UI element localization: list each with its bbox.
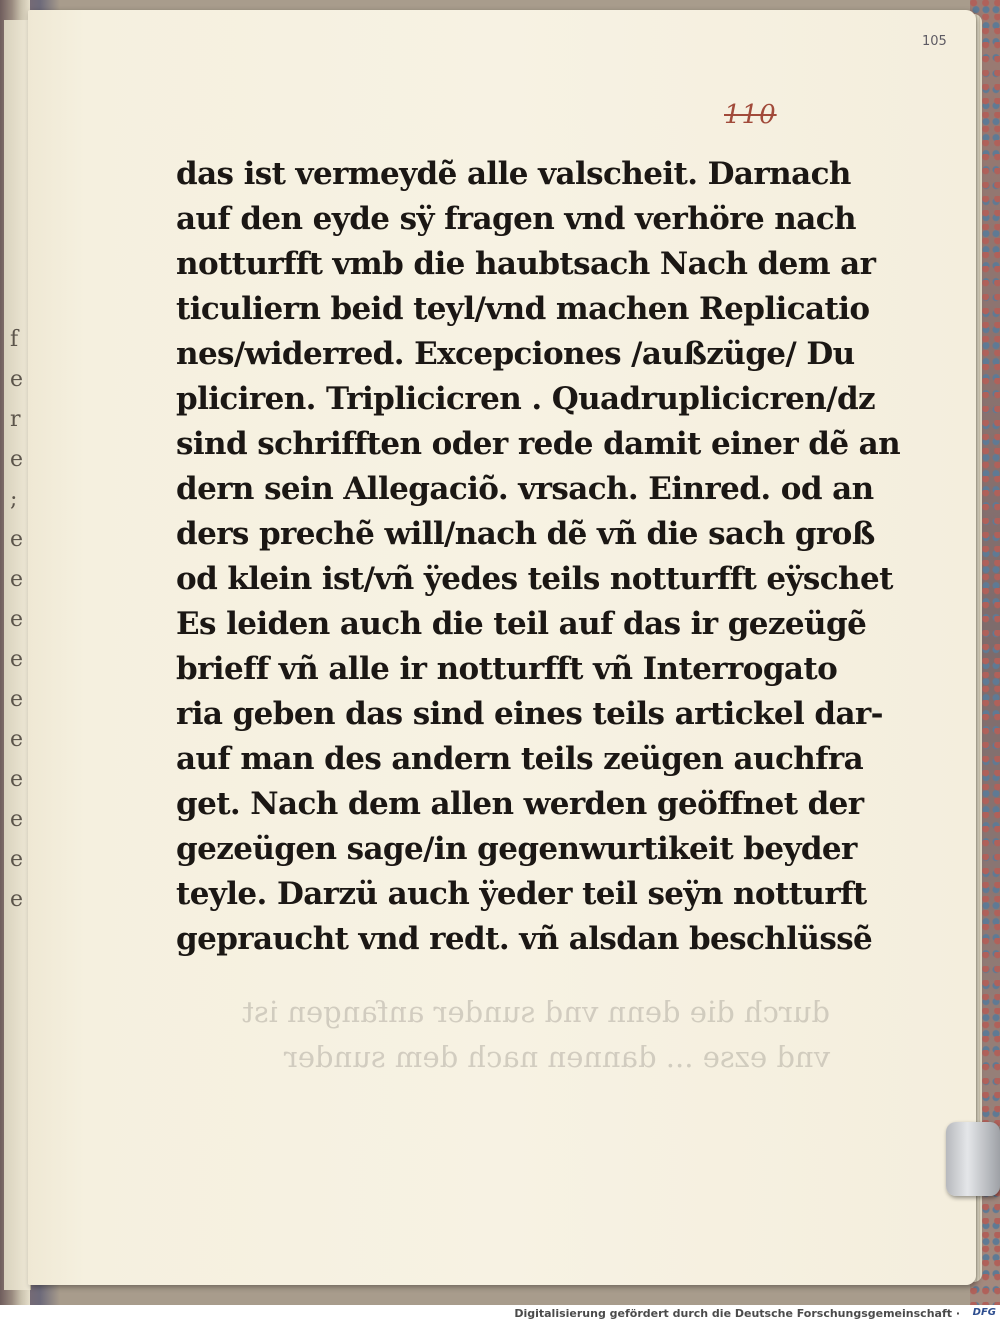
text-line: gepraucht vnd redt. vñ alsdan beschlüssẽ — [176, 921, 873, 957]
footer-credit: Digitalisierung gefördert durch die Deutsche Forschungsgemeinschaft · — [514, 1307, 960, 1320]
text-line: get. Nach dem allen werden geöffnet der — [176, 786, 864, 822]
text-line: das ist vermeydẽ alle valscheit. Darnach — [176, 156, 851, 192]
text-line: nes/widerred. Excepciones /außzüge/ Du — [176, 336, 855, 372]
text-line: notturfft vmb die haubtsach Nach dem ar — [176, 246, 876, 282]
folio-number: 105 — [922, 34, 947, 49]
show-through-text: durch die denn vnd sunder anfangen ist vnd ezse ... dannen nach dem sunder — [242, 995, 830, 1074]
page-body-text — [176, 152, 901, 962]
text-line: dern sein Allegaciõ. vrsach. Einred. od an — [176, 471, 874, 507]
dfg-logo: DFG — [972, 1307, 996, 1318]
page-clip — [946, 1122, 1000, 1196]
text-line: ders prechẽ will/nach dẽ vñ die sach groß — [176, 516, 875, 552]
text-line: auf den eyde sÿ fragen vnd verhöre nach — [176, 201, 856, 237]
previous-page-marks: f e r e ; e e e e e e e e e e — [10, 327, 24, 912]
text-line: Es leiden auch die teil auf das ir gezeügẽ — [176, 606, 867, 642]
old-folio-number: 110 — [724, 100, 777, 130]
text-line: ticuliern beid teyl/vnd machen Replicatio — [176, 291, 870, 327]
text-line: sind schrifften oder rede damit einer dẽ an — [176, 426, 901, 462]
text-line: od klein ist/vñ ÿedes teils notturfft eÿschet — [176, 561, 893, 597]
text-line: pliciren. Triplicicren . Quadruplicicren/dz — [176, 381, 876, 417]
text-line: teyle. Darzü auch ÿeder teil seÿn notturft — [176, 876, 867, 912]
text-line: ria geben das sind eines teils artickel dar- — [176, 696, 883, 732]
footer-bar — [0, 1305, 1000, 1323]
text-line: auf man des andern teils zeügen auchfra — [176, 741, 864, 777]
text-line: brieff vñ alle ir notturfft vñ Interrogato — [176, 651, 838, 687]
text-line: gezeügen sage/in gegenwurtikeit beyder — [176, 831, 857, 867]
previous-page-edge — [4, 20, 31, 1290]
